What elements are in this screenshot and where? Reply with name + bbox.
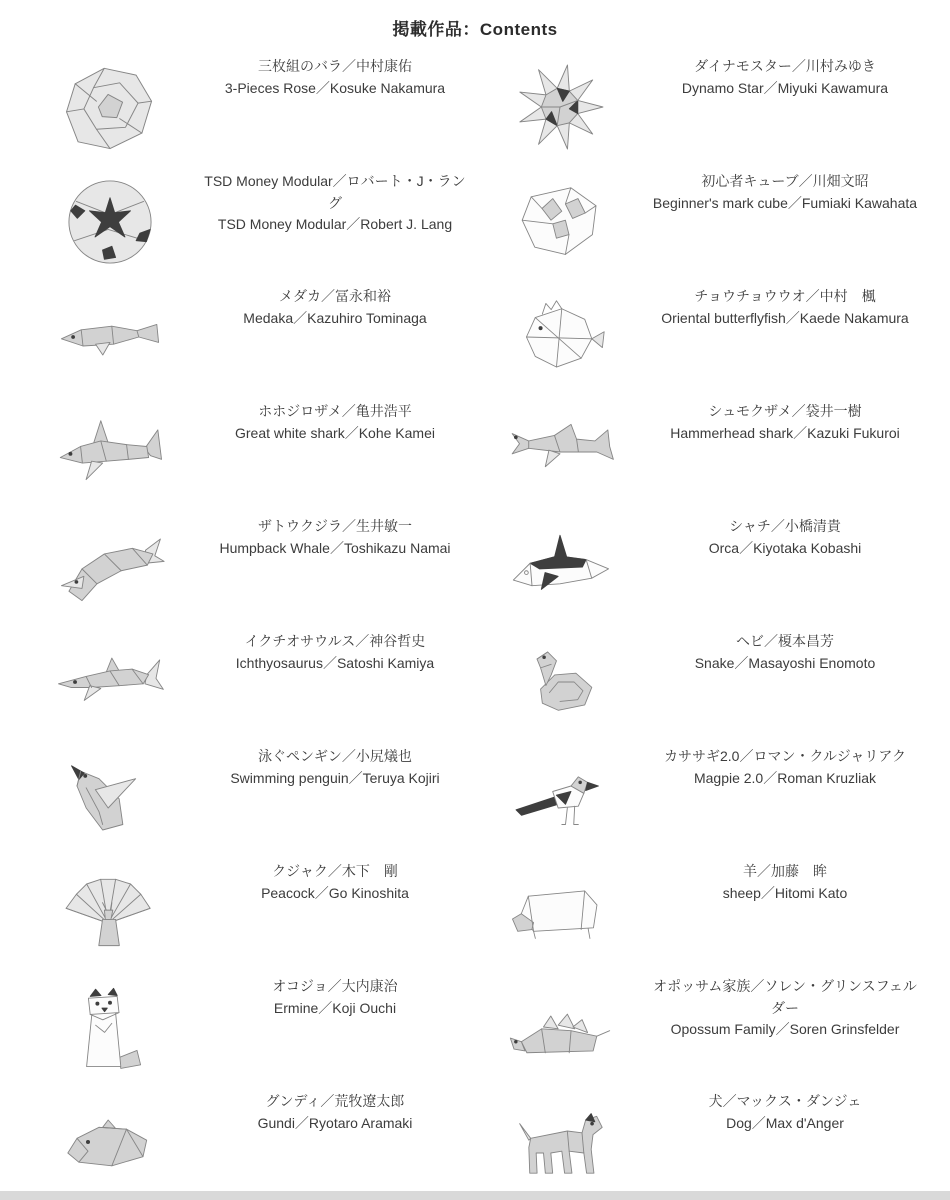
entry-title-ja: 三枚組のバラ／中村康佑 — [258, 58, 412, 74]
dog-origami-icon — [475, 1084, 645, 1199]
contents-entry — [475, 509, 925, 624]
entry-title-en: Snake／Masayoshi Enomoto — [694, 654, 876, 671]
dynamo-star-origami-icon — [475, 49, 645, 164]
entry-title-en: Orca／Kiyotaka Kobashi — [708, 539, 862, 556]
great-white-shark-origami-icon — [25, 394, 195, 509]
entry-caption — [645, 624, 925, 674]
contents-entry — [475, 1084, 925, 1199]
humpback-whale-origami-icon — [25, 509, 195, 624]
entry-caption — [195, 1084, 475, 1134]
rose-origami-icon — [25, 49, 195, 164]
entry-title-en: Gundi／Ryotaro Aramaki — [257, 1114, 413, 1131]
entry-title-ja: シャチ／小橋清貴 — [729, 518, 841, 534]
orca-origami-icon — [475, 509, 645, 624]
entry-caption — [645, 509, 925, 559]
entry-title-ja: クジャク／木下 剛 — [272, 863, 398, 879]
sheep-origami-icon — [475, 854, 645, 969]
swimming-penguin-origami-icon — [25, 739, 195, 854]
contents-entry — [25, 164, 475, 279]
entry-title-ja: TSD Money Modular／ロバート・J・ラング — [204, 173, 466, 211]
money-modular-ball-origami-icon — [25, 164, 195, 279]
contents-entry — [475, 969, 925, 1084]
contents-entry — [25, 969, 475, 1084]
entry-caption — [645, 279, 925, 329]
entry-title-ja: オポッサム家族／ソレン・グリンスフェルダー — [653, 978, 917, 1016]
entry-title-ja: グンディ／荒牧遼太郎 — [265, 1093, 405, 1109]
contents-entry — [25, 1084, 475, 1199]
entry-caption — [645, 394, 925, 444]
contents-entry — [25, 49, 475, 164]
entry-caption — [645, 854, 925, 904]
entry-title-en: 3-Pieces Rose／Kosuke Nakamura — [224, 79, 446, 96]
entry-title-en: Magpie 2.0／Roman Kruzliak — [693, 769, 877, 786]
entry-title-ja: ヘビ／榎本昌芳 — [736, 633, 834, 649]
entry-caption — [195, 49, 475, 99]
entry-title-en: Peacock／Go Kinoshita — [261, 884, 409, 901]
entry-caption — [195, 624, 475, 674]
entry-caption — [645, 164, 925, 214]
entry-title-en: Humpback Whale／Toshikazu Namai — [219, 539, 451, 556]
entry-caption — [195, 739, 475, 789]
entry-title-ja: シュモクザメ／袋井一樹 — [708, 403, 862, 419]
entry-caption — [195, 854, 475, 904]
entry-title-ja: メダカ／冨永和裕 — [279, 288, 391, 304]
hammerhead-shark-origami-icon — [475, 394, 645, 509]
entry-title-en: Beginner's mark cube／Fumiaki Kawahata — [652, 194, 918, 211]
entry-title-ja: オコジョ／大内康治 — [272, 978, 398, 994]
contents-entry — [475, 279, 925, 394]
entry-title-en: Great white shark／Kohe Kamei — [235, 424, 435, 441]
butterflyfish-origami-icon — [475, 279, 645, 394]
beginner-cube-origami-icon — [475, 164, 645, 279]
entry-caption — [195, 969, 475, 1019]
contents-entry — [475, 164, 925, 279]
entry-title-en: Ichthyosaurus／Satoshi Kamiya — [235, 654, 435, 671]
contents-entry — [475, 624, 925, 739]
entry-title-en: Oriental butterflyfish／Kaede Nakamura — [661, 309, 909, 326]
contents-entry — [25, 279, 475, 394]
contents-grid — [25, 49, 925, 1199]
entry-title-ja: 羊／加藤 眸 — [743, 863, 827, 879]
entry-title-ja: カササギ2.0／ロマン・クルジャリアク — [664, 748, 906, 764]
contents-entry — [25, 624, 475, 739]
medaka-fish-origami-icon — [25, 279, 195, 394]
entry-title-en: Medaka／Kazuhiro Tominaga — [243, 309, 427, 326]
entry-title-en: Opossum Family／Soren Grinsfelder — [670, 1021, 900, 1037]
entry-title-ja: チョウチョウウオ／中村 楓 — [694, 288, 876, 304]
contents-entry — [25, 854, 475, 969]
entry-title-en: Dynamo Star／Miyuki Kawamura — [681, 79, 889, 96]
contents-entry — [475, 739, 925, 854]
entry-title-en: Swimming penguin／Teruya Kojiri — [230, 769, 440, 786]
opossum-family-origami-icon — [475, 969, 645, 1084]
gundi-origami-icon — [25, 1084, 195, 1199]
contents-entry — [25, 739, 475, 854]
entry-title-en: sheep／Hitomi Kato — [722, 884, 848, 901]
entry-title-ja: 泳ぐペンギン／小尻燨也 — [258, 748, 412, 764]
entry-title-en: Hammerhead shark／Kazuki Fukuroi — [670, 424, 900, 441]
ichthyosaurus-origami-icon — [25, 624, 195, 739]
contents-entry — [475, 854, 925, 969]
snake-origami-icon — [475, 624, 645, 739]
entry-title-ja: ダイナモスター／川村みゆき — [694, 58, 876, 74]
contents-entry — [475, 394, 925, 509]
contents-entry — [25, 509, 475, 624]
entry-title-en: TSD Money Modular／Robert J. Lang — [217, 216, 453, 232]
entry-caption — [195, 164, 475, 236]
entry-caption — [195, 509, 475, 559]
contents-entry — [475, 49, 925, 164]
entry-caption — [645, 739, 925, 789]
ermine-origami-icon — [25, 969, 195, 1084]
entry-title-ja: ザトウクジラ／生井敏一 — [258, 518, 412, 534]
entry-title-ja: ホホジロザメ／亀井浩平 — [258, 403, 412, 419]
entry-caption — [195, 394, 475, 444]
bottom-strip — [0, 1191, 950, 1200]
magpie-origami-icon — [475, 739, 645, 854]
contents-entry — [25, 394, 475, 509]
entry-caption — [195, 279, 475, 329]
entry-title-en: Ermine／Koji Ouchi — [273, 999, 397, 1016]
entry-title-ja: イクチオサウルス／神谷哲史 — [244, 633, 426, 649]
entry-caption — [645, 969, 925, 1041]
entry-title-ja: 犬／マックス・ダンジェ — [708, 1093, 862, 1109]
entry-title-en: Dog／Max d'Anger — [726, 1114, 844, 1131]
entry-caption — [645, 1084, 925, 1134]
entry-caption — [645, 49, 925, 99]
page-title: 掲載作品：Contents — [392, 20, 558, 39]
entry-title-ja: 初心者キューブ／川畑文昭 — [701, 173, 869, 189]
peacock-origami-icon — [25, 854, 195, 969]
